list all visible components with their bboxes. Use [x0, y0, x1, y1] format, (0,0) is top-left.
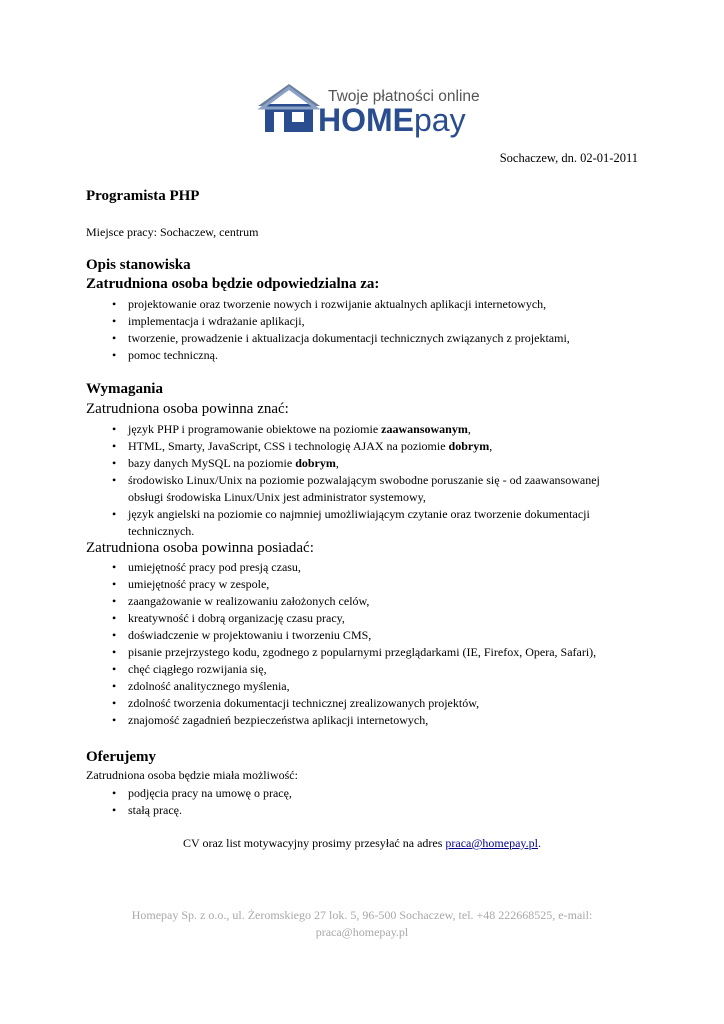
list-item: • chęć ciągłego rozwijania się, — [86, 661, 638, 678]
logo-brand — [318, 104, 466, 136]
section-description-subheading: Zatrudniona osoba będzie odpowiedzialna za: — [86, 276, 380, 292]
document-date: Sochaczew, dn. 02-01-2011 — [499, 151, 638, 165]
list-item: • projektowanie oraz tworzenie nowych i rozwijanie aktualnych aplikacji internetowych, — [86, 296, 638, 313]
list-item: • zdolność tworzenia dokumentacji technicznej zrealizowanych projektów, — [86, 695, 638, 712]
list-item: • stałą pracę. — [86, 802, 638, 819]
list-item: • środowisko Linux/Unix na poziomie pozwalającym swobodne poruszanie się - od zaawansowanej obsługi środowiska Linux/Unix jest administrator systemowy, — [86, 472, 638, 506]
list-item: • HTML, Smarty, JavaScript, CSS i technologię AJAX na poziomie dobrym, — [86, 438, 638, 455]
list-item: • język PHP i programowanie obiektowe na poziomie zaawansowanym, — [86, 421, 638, 438]
list-item: • kreatywność i dobrą organizację czasu pracy, — [86, 610, 638, 627]
list-item: • implementacja i wdrażanie aplikacji, — [86, 313, 638, 330]
list-item: • język angielski na poziomie co najmniej umożliwiającym czytanie oraz tworzenie dokumentacji technicznych. — [86, 506, 638, 540]
homepay-logo — [254, 82, 480, 142]
list-item: • tworzenie, prowadzenie i aktualizacja dokumentacji technicznych związanych z projektami, — [86, 330, 638, 347]
requirements-have-subheading: Zatrudniona osoba powinna posiadać: — [86, 540, 314, 556]
requirements-know-list — [86, 421, 638, 540]
list-item: • pisanie przejrzystego kodu, zgodnego z popularnymi przeglądarkami (IE, Firefox, Opera, Safari), — [86, 644, 638, 661]
logo-brand-home: HOME — [318, 102, 414, 138]
email-link[interactable]: praca@homepay.pl — [445, 836, 538, 850]
logo-brand-pay: pay — [414, 102, 466, 138]
list-item: • umiejętność pracy pod presją czasu, — [86, 559, 638, 576]
cv-instructions: CV oraz list motywacyjny prosimy przesyłać na adres praca@homepay.pl. — [183, 836, 541, 850]
job-title: Programista PHP — [86, 188, 200, 204]
requirements-know-subheading: Zatrudniona osoba powinna znać: — [86, 401, 289, 417]
list-item: • znajomość zagadnień bezpieczeństwa aplikacji internetowych, — [86, 712, 638, 729]
list-item: • zdolność analitycznego myślenia, — [86, 678, 638, 695]
offer-subheading: Zatrudniona osoba będzie miała możliwość: — [86, 768, 298, 782]
work-place: Miejsce pracy: Sochaczew, centrum — [86, 225, 259, 239]
list-item: • bazy danych MySQL na poziomie dobrym, — [86, 455, 638, 472]
list-item: • umiejętność pracy w zespole, — [86, 576, 638, 593]
list-item: • zaangażowanie w realizowaniu założonych celów, — [86, 593, 638, 610]
page-footer: Homepay Sp. z o.o., ul. Żeromskiego 27 lok. 5, 96-500 Sochaczew, tel. +48 222668525, e-mail: praca@homepay.pl — [131, 908, 593, 939]
list-item: • podjęcia pracy na umowę o pracę, — [86, 785, 638, 802]
offer-list — [86, 785, 638, 819]
requirements-have-list — [86, 559, 638, 729]
list-item: • doświadczenie w projektowaniu i tworzeniu CMS, — [86, 627, 638, 644]
logo-tagline: Twoje płatności online — [328, 88, 480, 105]
house-icon — [254, 82, 324, 134]
responsibilities-list — [86, 296, 638, 364]
section-offer-heading: Oferujemy — [86, 749, 156, 765]
section-description-heading: Opis stanowiska — [86, 257, 191, 273]
section-requirements-heading: Wymagania — [86, 381, 163, 397]
list-item: • pomoc techniczną. — [86, 347, 638, 364]
